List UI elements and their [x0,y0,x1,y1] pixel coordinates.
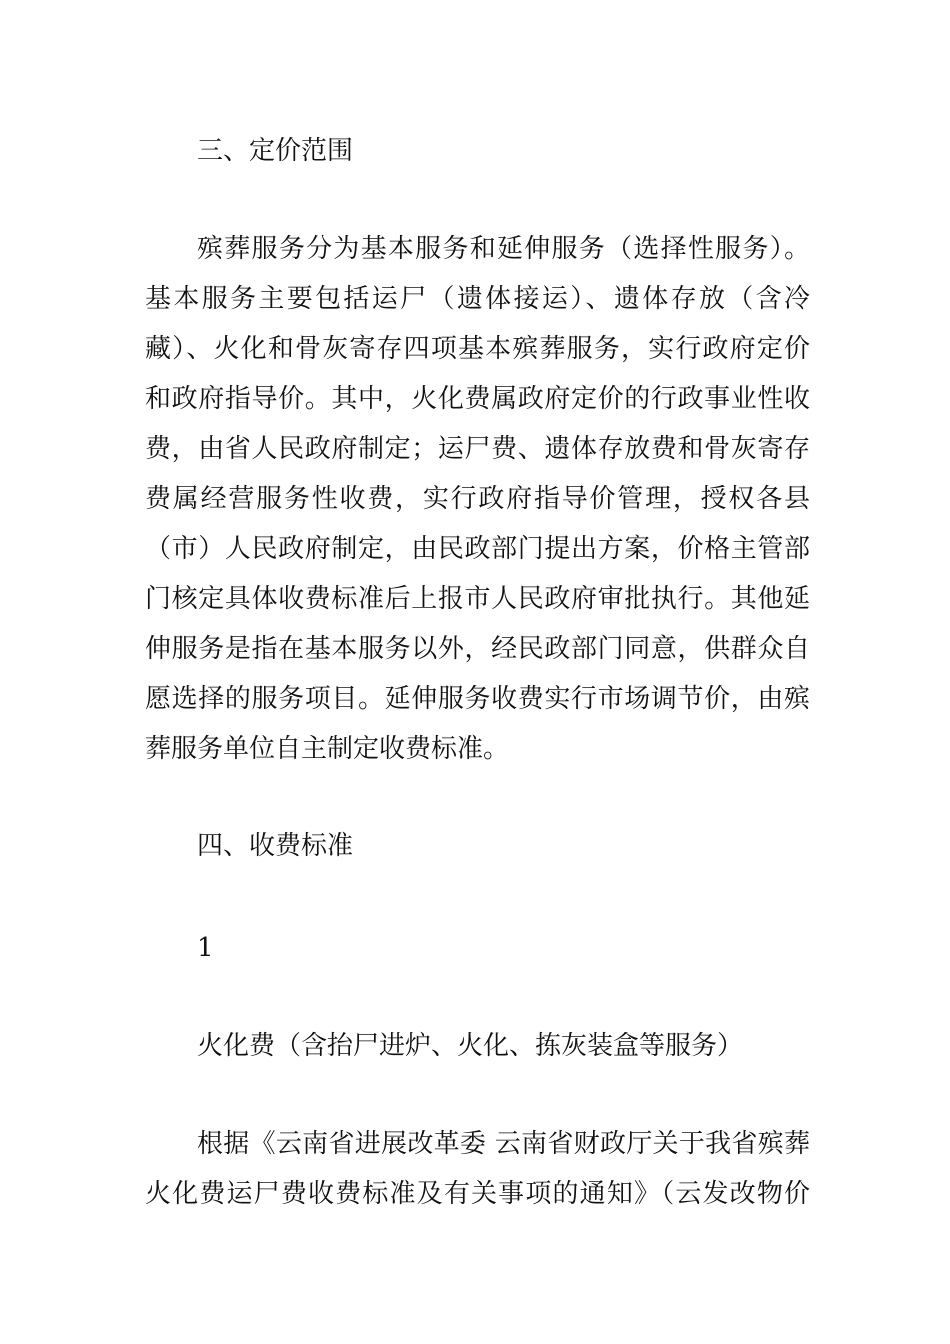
paragraph-line: 葬服务单位自主制定收费标准。 [145,734,510,764]
paragraph-line: 费属经营服务性收费，实行政府指导价管理，授权各县 [145,484,810,514]
paragraph-line: 门核定具体收费标准后上报市人民政府审批执行。其他延 [145,584,810,614]
paragraph-line: 愿选择的服务项目。延伸服务收费实行市场调节价，由殡 [145,684,810,714]
paragraph-line: 基本服务主要包括运尸（遗体接运）、遗体存放（含冷 [145,284,810,314]
paragraph-line: 殡葬服务分为基本服务和延伸服务（选择性服务）。 [197,234,810,264]
paragraph-line: 和政府指导价。其中，火化费属政府定价的行政事业性收 [145,384,810,414]
paragraph-line: 费，由省人民政府制定；运尸费、遗体存放费和骨灰寄存 [145,434,810,464]
section-3-heading: 三、定价范围 [197,136,354,166]
paragraph-line: （市）人民政府制定，由民政部门提出方案，价格主管部 [145,534,810,564]
paragraph-line: 根据《云南省进展改革委 云南省财政厅关于我省殡葬 [197,1129,810,1159]
paragraph-line: 伸服务是指在基本服务以外，经民政部门同意，供群众自 [145,634,810,664]
paragraph-line: 藏）、火化和骨灰寄存四项基本殡葬服务，实行政府定价 [145,334,810,364]
paragraph-line: 火化费运尸费收费标准及有关事项的通知》（云发改物价 [145,1179,810,1209]
section-4-heading: 四、收费标准 [197,831,354,861]
item-title: 火化费（含抬尸进炉、火化、拣灰装盒等服务） [197,1031,744,1061]
item-number: 1 [197,933,214,963]
